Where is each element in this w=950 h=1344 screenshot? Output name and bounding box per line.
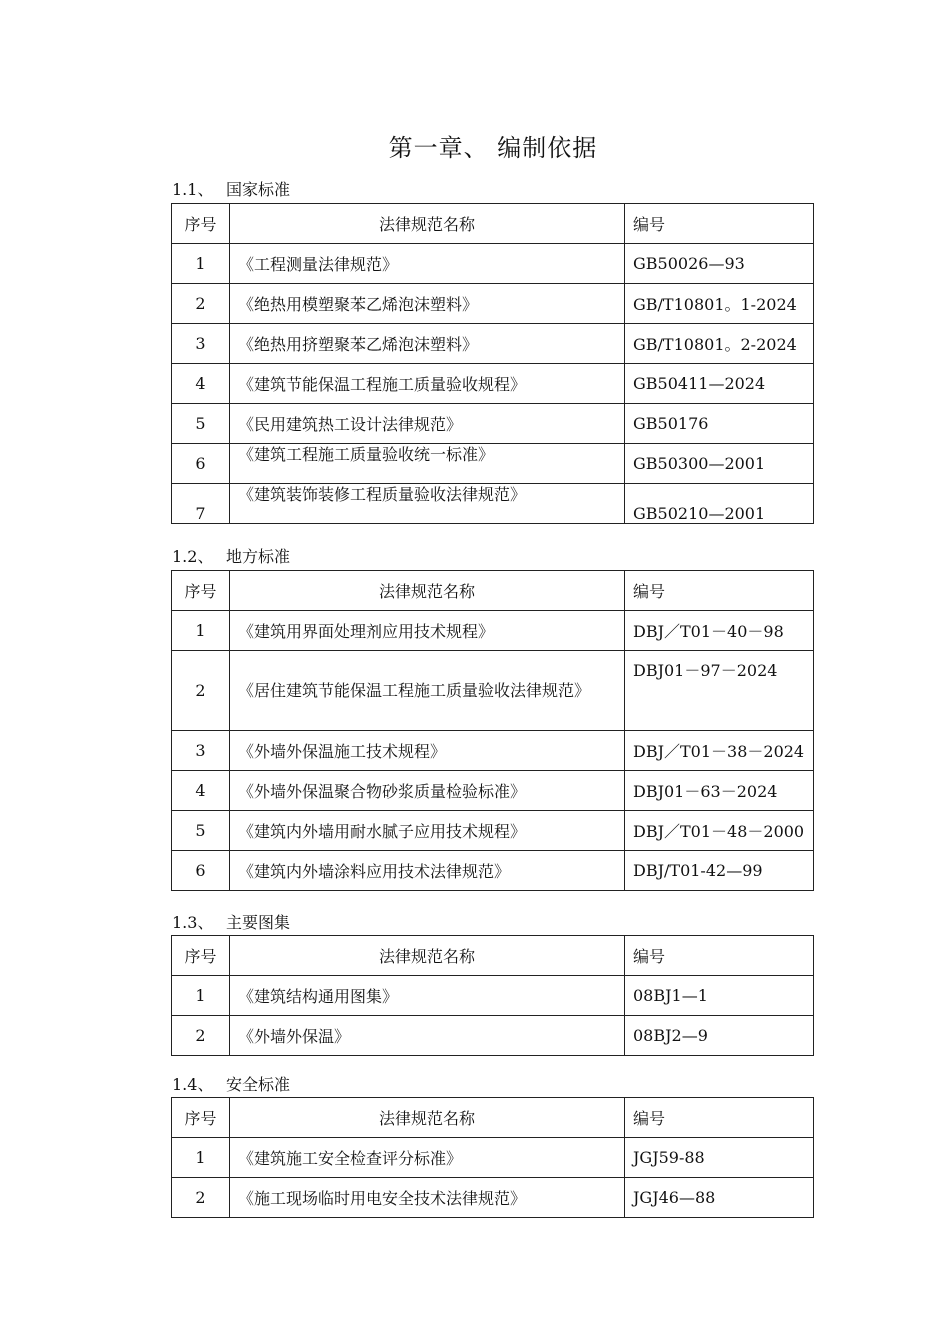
- row-no: 4: [172, 364, 230, 404]
- row-code: DBJ／T01－40－98: [625, 611, 814, 651]
- header-code: 编号: [625, 1098, 814, 1138]
- row-code: GB/T10801。2-2024: [625, 324, 814, 364]
- atlas-table: [171, 935, 814, 1056]
- row-name: 《绝热用模塑聚苯乙烯泡沫塑料》: [230, 284, 625, 324]
- row-no: 5: [172, 404, 230, 444]
- row-name: 《外墙外保温聚合物砂浆质量检验标准》: [230, 771, 625, 811]
- section-title: 国家标准: [226, 180, 291, 199]
- row-code: JGJ46—88: [625, 1178, 814, 1218]
- header-code: 编号: [625, 204, 814, 244]
- header-name: 法律规范名称: [230, 571, 625, 611]
- table-row: [172, 284, 814, 324]
- row-no: 3: [172, 731, 230, 771]
- row-no: 2: [172, 651, 230, 731]
- row-code: JGJ59-88: [625, 1138, 814, 1178]
- row-name: 《建筑工程施工质量验收统一标准》: [238, 445, 495, 464]
- table-row: [172, 731, 814, 771]
- row-code: GB50411—2024: [625, 364, 814, 404]
- row-no: 2: [172, 284, 230, 324]
- table-row: [172, 851, 814, 891]
- header-no: 序号: [172, 571, 230, 611]
- row-name: 《建筑装饰装修工程质量验收法律规范》: [238, 485, 527, 504]
- table-row: [172, 484, 814, 524]
- local-standards-table: [171, 570, 814, 891]
- section-title: 地方标准: [226, 547, 291, 566]
- row-name: 《工程测量法律规范》: [230, 244, 625, 284]
- row-no: 1: [172, 1138, 230, 1178]
- row-no: 4: [172, 771, 230, 811]
- row-name: 《绝热用挤塑聚苯乙烯泡沫塑料》: [230, 324, 625, 364]
- table-header-row: [172, 1098, 814, 1138]
- section-heading-1-3: [172, 910, 290, 933]
- chapter-title: 第一章、 编制依据: [388, 134, 598, 162]
- table-row: [172, 976, 814, 1016]
- row-code: DBJ／T01－38－2024: [625, 731, 814, 771]
- row-name: 《外墙外保温施工技术规程》: [230, 731, 625, 771]
- row-code: GB50210—2001: [633, 504, 766, 523]
- section-heading-1-1: [172, 177, 290, 200]
- header-code: 编号: [625, 571, 814, 611]
- row-no: 2: [172, 1016, 230, 1056]
- table-header-row: [172, 571, 814, 611]
- table-row: [172, 611, 814, 651]
- table-row: [172, 444, 814, 484]
- table-row: [172, 1178, 814, 1218]
- row-no: 1: [172, 611, 230, 651]
- section-heading-1-2: [172, 544, 290, 567]
- row-code: GB50176: [625, 404, 814, 444]
- table-header-row: [172, 204, 814, 244]
- row-code: GB50300—2001: [625, 444, 814, 484]
- row-code: GB/T10801。1-2024: [625, 284, 814, 324]
- header-no: 序号: [172, 1098, 230, 1138]
- row-code: 08BJ2—9: [625, 1016, 814, 1056]
- table-header-row: [172, 936, 814, 976]
- row-name: 《建筑结构通用图集》: [230, 976, 625, 1016]
- header-no: 序号: [172, 936, 230, 976]
- header-no: 序号: [172, 204, 230, 244]
- row-name: 《建筑施工安全检查评分标准》: [230, 1138, 625, 1178]
- table-row: [172, 1016, 814, 1056]
- row-code: DBJ／T01－48－2000: [625, 811, 814, 851]
- row-no: 1: [172, 976, 230, 1016]
- row-no: 2: [172, 1178, 230, 1218]
- row-name: 《施工现场临时用电安全技术法律规范》: [230, 1178, 625, 1218]
- table-row: [172, 244, 814, 284]
- header-name: 法律规范名称: [230, 1098, 625, 1138]
- section-number: 1.2、: [172, 547, 214, 566]
- row-code: DBJ/T01-42—99: [625, 851, 814, 891]
- table-row: [172, 324, 814, 364]
- header-name: 法律规范名称: [230, 936, 625, 976]
- table-row: [172, 651, 814, 731]
- section-heading-1-4: [172, 1072, 290, 1095]
- row-no: 5: [172, 811, 230, 851]
- row-name: 《建筑节能保温工程施工质量验收规程》: [230, 364, 625, 404]
- row-no: 6: [172, 444, 230, 484]
- row-name: 《建筑内外墙用耐水腻子应用技术规程》: [230, 811, 625, 851]
- safety-standards-table: [171, 1097, 814, 1218]
- section-number: 1.1、: [172, 180, 214, 199]
- table-row: [172, 404, 814, 444]
- table-row: [172, 364, 814, 404]
- row-code: DBJ01－63－2024: [625, 771, 814, 811]
- row-no: 7: [195, 504, 206, 523]
- row-no: 3: [172, 324, 230, 364]
- table-row: [172, 1138, 814, 1178]
- section-title: 安全标准: [226, 1075, 291, 1094]
- header-name: 法律规范名称: [230, 204, 625, 244]
- row-no: 6: [172, 851, 230, 891]
- national-standards-table: [171, 203, 814, 524]
- row-name: 《居住建筑节能保温工程施工质量验收法律规范》: [230, 651, 625, 731]
- table-row: [172, 811, 814, 851]
- header-code: 编号: [625, 936, 814, 976]
- row-no: 1: [172, 244, 230, 284]
- row-code: 08BJ1—1: [625, 976, 814, 1016]
- row-name: 《建筑用界面处理剂应用技术规程》: [230, 611, 625, 651]
- row-name: 《外墙外保温》: [230, 1016, 625, 1056]
- section-title: 主要图集: [226, 913, 291, 932]
- row-code: GB50026—93: [625, 244, 814, 284]
- row-code: DBJ01－97－2024: [625, 651, 814, 731]
- row-name: 《建筑内外墙涂料应用技术法律规范》: [230, 851, 625, 891]
- section-number: 1.4、: [172, 1075, 214, 1094]
- row-name: 《民用建筑热工设计法律规范》: [230, 404, 625, 444]
- section-number: 1.3、: [172, 913, 214, 932]
- table-row: [172, 771, 814, 811]
